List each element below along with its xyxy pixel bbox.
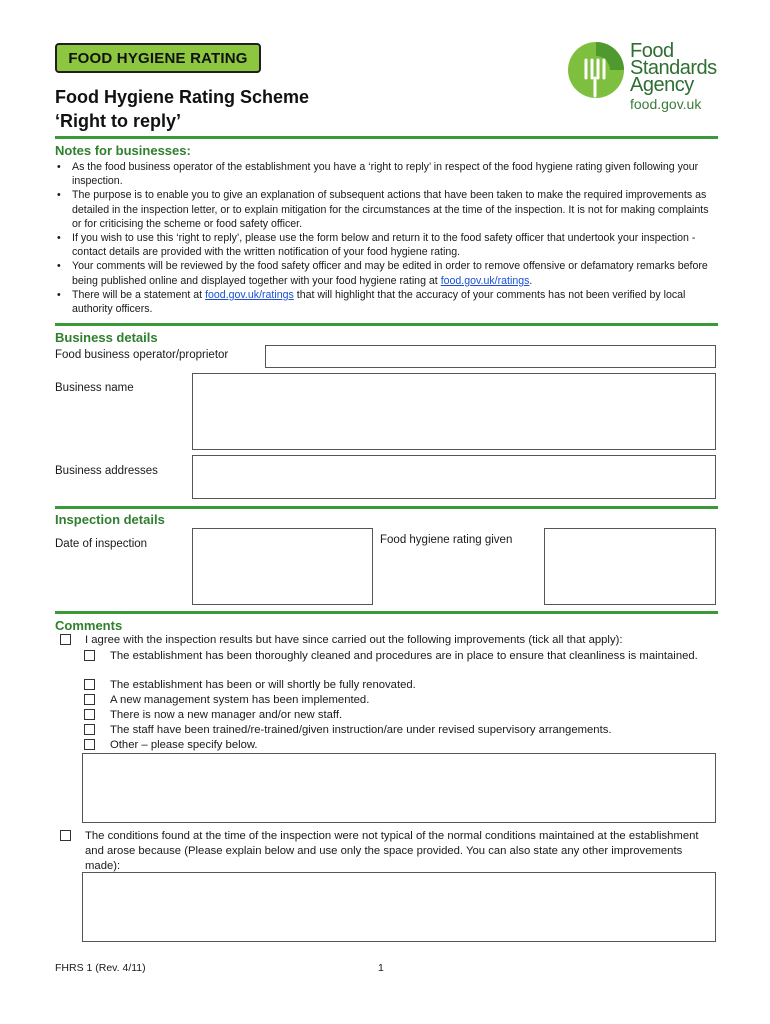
- notes-heading: Notes for businesses:: [55, 143, 191, 158]
- conditions-text: The conditions found at the time of the inspection were not typical of the normal conditions maintained at the establishment and arose because (Please explain below and use only the space provided. You can also state any other improvements made):: [85, 830, 699, 872]
- notes-list: [55, 160, 720, 316]
- list-item: • As the food business operator of the establishment you have a ‘right to reply’ in respect of the food hygiene rating given following your inspection.: [55, 160, 720, 188]
- option-checkbox-new-staff[interactable]: [84, 709, 95, 720]
- rating-given-label: Food hygiene rating given: [380, 534, 513, 546]
- rating-given-field[interactable]: [544, 528, 716, 605]
- logo-line-1: Food: [630, 40, 674, 62]
- option-checkbox-cleaned[interactable]: [84, 650, 95, 661]
- title-line-2: ‘Right to reply’: [55, 111, 181, 131]
- operator-label: Food business operator/proprietor: [55, 349, 229, 361]
- agree-checkbox[interactable]: [60, 634, 71, 645]
- option-text: There is now a new manager and/or new staff.: [110, 709, 343, 721]
- business-details-heading: Business details: [55, 330, 158, 345]
- inspection-date-field[interactable]: [192, 528, 373, 605]
- divider: [55, 611, 718, 614]
- list-item: • The purpose is to enable you to give an explanation of subsequent actions that have been taken to make the required improvements as detailed in the inspection letter, or to explain mitigation for the circumstances at the time of the inspection. It is not for making complaints or for criticising the scheme or food safety officer.: [55, 188, 720, 231]
- business-address-field[interactable]: [192, 455, 716, 499]
- conditions-checkbox[interactable]: [60, 830, 71, 841]
- inspection-date-label: Date of inspection: [55, 538, 148, 550]
- business-name-label: Business name: [55, 382, 134, 394]
- option-checkbox-management[interactable]: [84, 694, 95, 705]
- option-checkbox-renovated[interactable]: [84, 679, 95, 690]
- list-item: • There will be a statement at food.gov.uk/ratings that will highlight that the accuracy of your comments has not been verified by local authority officers.: [55, 288, 720, 316]
- title-line-1: Food Hygiene Rating Scheme: [55, 87, 310, 107]
- business-name-field[interactable]: [192, 373, 716, 450]
- list-item: • Your comments will be reviewed by the food safety officer and may be edited in order to remove offensive or defamatory remarks before being published online and displayed together with your food hygiene rating at food.gov.uk/ratings.: [55, 259, 720, 287]
- logo-line-2: Standards: [630, 57, 717, 79]
- option-text: The staff have been trained/re-trained/given instruction/are under revised supervisory arrangements.: [110, 724, 612, 736]
- divider: [55, 506, 718, 509]
- conditions-explain-field[interactable]: [82, 872, 716, 942]
- page-title: [55, 85, 309, 133]
- option-text: The establishment has been or will shortly be fully renovated.: [110, 679, 416, 691]
- option-text: Other – please specify below.: [110, 739, 258, 751]
- comments-heading: Comments: [55, 618, 123, 633]
- operator-field[interactable]: [265, 345, 716, 368]
- option-text: A new management system has been implemented.: [110, 694, 370, 706]
- fsa-logo-text: [630, 40, 717, 114]
- business-address-label: Business addresses: [55, 465, 158, 477]
- form-id: FHRS 1 (Rev. 4/11): [55, 962, 146, 974]
- divider: [55, 136, 718, 139]
- agree-text: I agree with the inspection results but have since carried out the following improvements (tick all that apply):: [85, 634, 623, 646]
- option-text: The establishment has been thoroughly cleaned and procedures are in place to ensure that cleanliness is maintained.: [110, 650, 698, 662]
- list-item: • If you wish to use this ‘right to reply’, please use the form below and return it to the food safety officer that undertook your inspection - contact details are provided with the written notification of your food hygiene rating.: [55, 231, 720, 259]
- logo-url: food.gov.uk: [630, 96, 702, 112]
- page-number: 1: [378, 962, 384, 974]
- divider: [55, 323, 718, 326]
- other-specify-field[interactable]: [82, 753, 716, 823]
- logo-line-3: Agency: [630, 74, 694, 96]
- food-hygiene-rating-badge: FOOD HYGIENE RATING: [55, 43, 261, 73]
- ratings-link[interactable]: food.gov.uk/ratings: [205, 288, 294, 301]
- option-checkbox-trained[interactable]: [84, 724, 95, 735]
- option-checkbox-other[interactable]: [84, 739, 95, 750]
- inspection-details-heading: Inspection details: [55, 512, 165, 527]
- ratings-link[interactable]: food.gov.uk/ratings: [440, 274, 530, 287]
